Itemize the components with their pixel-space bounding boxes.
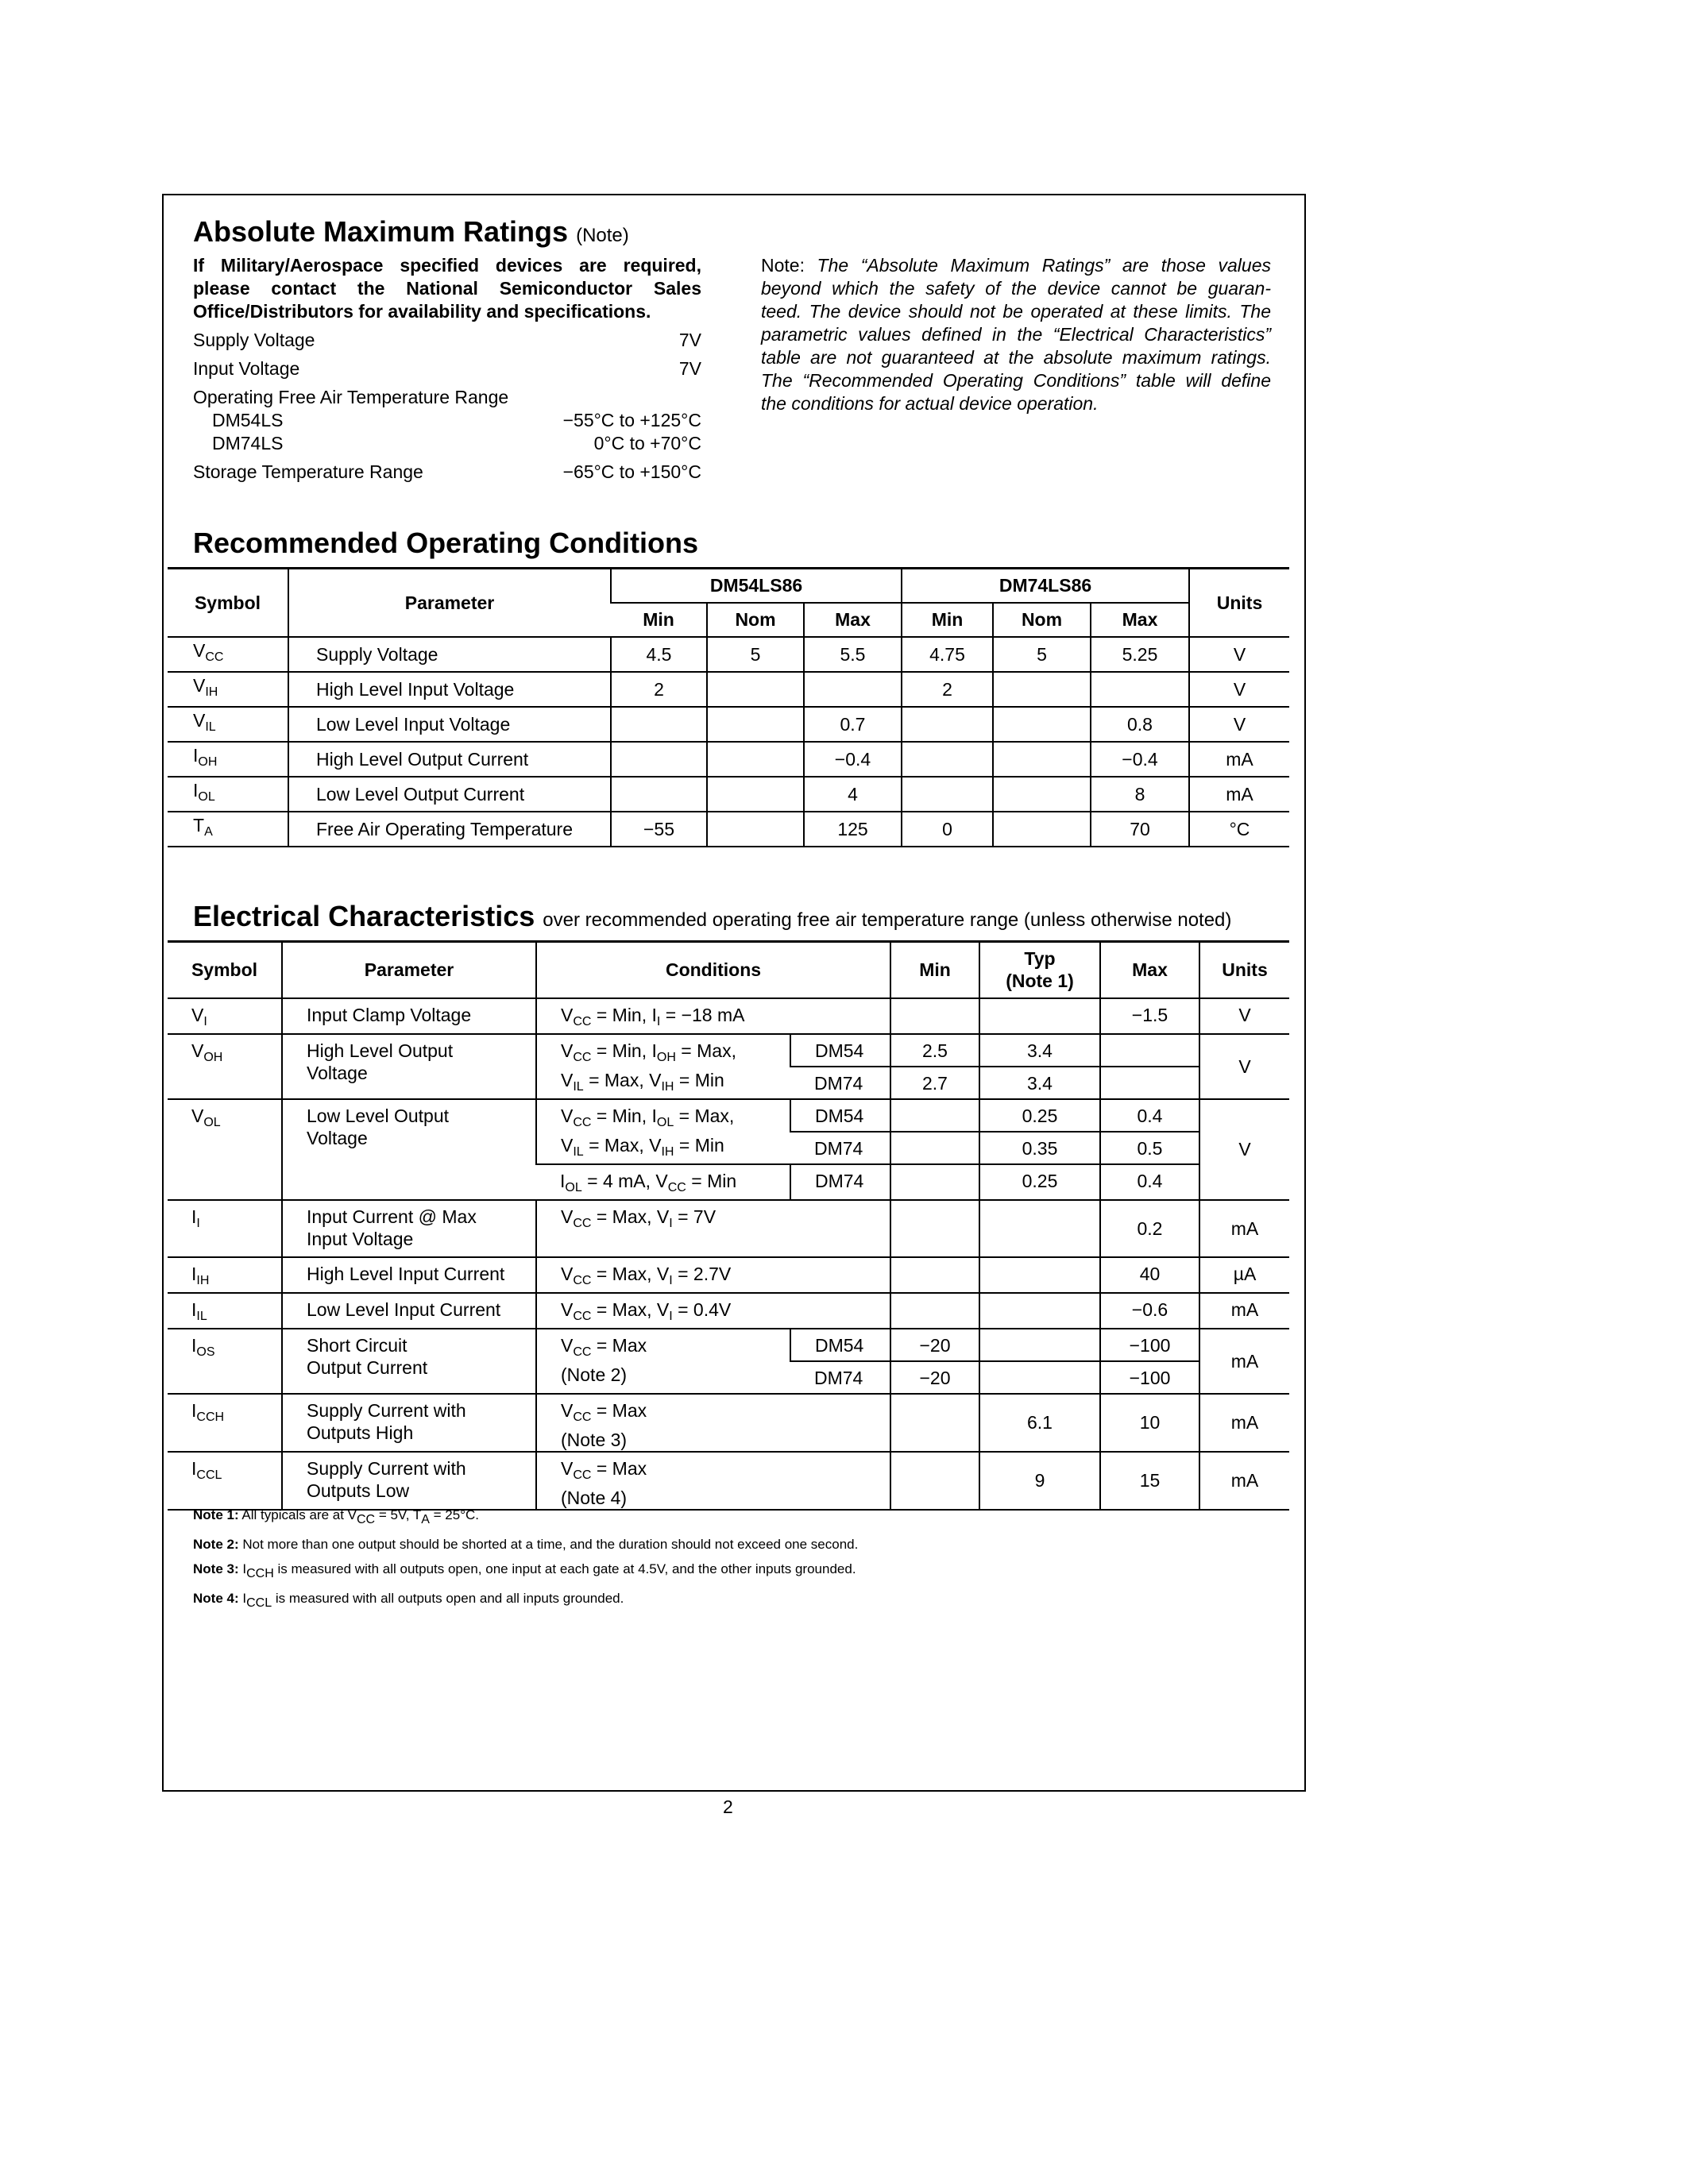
roc-header-min: Min	[902, 603, 993, 637]
ec-title-text: Electrical Characteristics	[193, 900, 535, 932]
ec-min	[890, 1200, 979, 1257]
rating-row	[193, 329, 701, 351]
note-line: The “Absolute Maximum Ratings” are those values	[817, 255, 1271, 276]
roc-value	[804, 672, 902, 707]
ec-header-parameter: Parameter	[282, 942, 536, 998]
ec-symbol: $I_{IL}$	[168, 1293, 282, 1329]
roc-value	[902, 742, 993, 777]
footnote: Note 1: All typicals are at $V_{CC} = 5V$, $T_A = 25^\circ C$.	[193, 1507, 479, 1526]
ec-symbol: $I_{CCH}$	[168, 1394, 282, 1452]
roc-value	[993, 672, 1091, 707]
roc-value	[611, 742, 707, 777]
roc-value: 5.5	[804, 637, 902, 672]
roc-units: V	[1189, 707, 1289, 742]
ec-min	[890, 1132, 979, 1164]
ec-min: 2.5	[890, 1034, 979, 1067]
ec-parameter: Supply Current with Outputs High	[282, 1394, 536, 1452]
ec-row	[168, 998, 1289, 1034]
abs-max-title-text: Absolute Maximum Ratings	[193, 215, 569, 248]
roc-symbol: $V_{IL}$	[168, 707, 288, 742]
footnote: Note 4: $I_{CCL}$ is measured with all outputs open and all inputs grounded.	[193, 1591, 624, 1610]
roc-row	[168, 672, 1289, 707]
ec-header-max: Max	[1100, 942, 1199, 998]
ec-max: −100	[1100, 1329, 1199, 1361]
ec-typ: 9	[979, 1452, 1100, 1510]
roc-value	[993, 777, 1091, 812]
ec-max: 0.5	[1100, 1132, 1199, 1164]
ec-max: −0.6	[1100, 1293, 1199, 1329]
ec-device: DM74	[790, 1361, 890, 1394]
roc-value: 125	[804, 812, 902, 847]
roc-table	[168, 567, 1289, 847]
ec-symbol: $V_{OH}$	[168, 1034, 282, 1099]
contact-line: please contact the National Semiconductor Sales	[193, 278, 701, 299]
ec-device: DM74	[790, 1132, 890, 1164]
roc-value: 2	[902, 672, 993, 707]
roc-value: 5.25	[1091, 637, 1189, 672]
ec-condition: $V_{CC}$ = Max, $V_I = 7V$	[536, 1200, 890, 1257]
roc-value	[707, 707, 804, 742]
footnote: Note 2: Not more than one output should be shorted at a time, and the duration should not exceed one second.	[193, 1537, 859, 1552]
roc-value: 5	[993, 637, 1091, 672]
roc-units: V	[1189, 637, 1289, 672]
ec-symbol: $I_{IH}$	[168, 1257, 282, 1293]
ec-condition: $V_{CC}$ = Min, $I_I = -18$ mA	[536, 998, 890, 1034]
ec-row	[168, 1293, 1289, 1329]
ec-condition: $V_{CC}$ = Max, $V_I = 0.4V$	[536, 1293, 890, 1329]
ec-symbol: $V_I$	[168, 998, 282, 1034]
ec-max: 10	[1100, 1394, 1199, 1452]
ec-min: −20	[890, 1361, 979, 1394]
roc-symbol: $V_{IH}$	[168, 672, 288, 707]
ec-row	[168, 1394, 1289, 1452]
ec-row	[168, 1034, 1289, 1067]
ec-condition: $V_{CC}$ = Min, $I_{OL}$ = Max, $V_{IL}$ = Max, $V_{IH}$ = Min	[536, 1099, 790, 1164]
note-prefix: Note:	[761, 255, 805, 276]
roc-parameter: Supply Voltage	[288, 637, 611, 672]
ec-device: DM54	[790, 1099, 890, 1132]
ec-max: 40	[1100, 1257, 1199, 1293]
ec-max: 0.4	[1100, 1099, 1199, 1132]
ec-min	[890, 1293, 979, 1329]
ec-max: 0.4	[1100, 1164, 1199, 1200]
roc-header-symbol: Symbol	[168, 569, 288, 637]
ec-min	[890, 1099, 979, 1132]
roc-row	[168, 742, 1289, 777]
note-line: the conditions for actual device operation.	[761, 393, 1099, 414]
roc-header-dm74: DM74LS86	[902, 569, 1189, 603]
roc-value	[902, 777, 993, 812]
roc-row	[168, 707, 1289, 742]
ec-parameter: High Level Input Current	[282, 1257, 536, 1293]
rating-label: DM74LS	[212, 433, 284, 453]
roc-value: 4.75	[902, 637, 993, 672]
ec-condition: $V_{CC}$ = Min, $I_{OH}$ = Max, $V_{IL}$ = Max, $V_{IH}$ = Min	[536, 1034, 790, 1099]
roc-value	[707, 742, 804, 777]
roc-units: V	[1189, 672, 1289, 707]
footnotes	[193, 1503, 1289, 1615]
ec-parameter: Low Level Output Voltage	[282, 1099, 536, 1200]
page-number: 2	[723, 1796, 733, 1817]
roc-value: −55	[611, 812, 707, 847]
ec-device: DM74	[790, 1164, 890, 1200]
ec-header-conditions: Conditions	[536, 942, 890, 998]
ec-units: V	[1199, 1034, 1289, 1099]
ec-min: 2.7	[890, 1067, 979, 1099]
ec-symbol: $I_I$	[168, 1200, 282, 1257]
rating-label: DM54LS	[212, 410, 284, 430]
roc-row	[168, 637, 1289, 672]
rating-label: Supply Voltage	[193, 330, 315, 350]
abs-max-note	[761, 254, 1271, 415]
footnote: Note 3: $I_{CCH}$ is measured with all outputs open, one input at each gate at 4.5V, and the other inputs grounded.	[193, 1561, 856, 1580]
ec-min	[890, 1452, 979, 1510]
roc-value: 0.7	[804, 707, 902, 742]
roc-value	[611, 777, 707, 812]
ec-condition: $V_{CC}$ = Max (Note 4)	[536, 1452, 890, 1510]
rating-value: −55°C to +125°C	[562, 410, 701, 430]
roc-symbol: $I_{OL}$	[168, 777, 288, 812]
roc-value: 4.5	[611, 637, 707, 672]
ec-condition: $V_{CC}$ = Max (Note 3)	[536, 1394, 890, 1452]
ec-parameter: Input Clamp Voltage	[282, 998, 536, 1034]
note-line: The “Recommended Operating Conditions” table will define	[761, 370, 1271, 391]
ec-subtitle: over recommended operating free air temperature range (unless otherwise noted)	[543, 909, 1232, 931]
ec-units: mA	[1199, 1200, 1289, 1257]
ec-row	[168, 1257, 1289, 1293]
rating-value: −65°C to +150°C	[562, 461, 701, 482]
rating-label: Operating Free Air Temperature Range	[193, 387, 509, 407]
contact-line: Office/Distributors for availability and specifications.	[193, 301, 651, 322]
note-line: beyond which the safety of the device cannot be guaran-	[761, 278, 1271, 299]
ec-typ: 0.25	[979, 1099, 1100, 1132]
rating-value: 7V	[678, 358, 701, 379]
ec-symbol: $I_{OS}$	[168, 1329, 282, 1394]
ec-device: DM54	[790, 1034, 890, 1067]
ec-units: mA	[1199, 1293, 1289, 1329]
roc-value	[611, 707, 707, 742]
ec-header-symbol: Symbol	[168, 942, 282, 998]
ec-parameter: Low Level Input Current	[282, 1293, 536, 1329]
roc-header-dm54: DM54LS86	[611, 569, 902, 603]
abs-max-title-note: (Note)	[576, 225, 629, 246]
ec-header-typ: Typ (Note 1)	[979, 942, 1100, 998]
ec-max	[1100, 1034, 1199, 1067]
ec-typ: 3.4	[979, 1034, 1100, 1067]
rating-row	[193, 409, 701, 431]
ec-row	[168, 1452, 1289, 1510]
roc-value: 4	[804, 777, 902, 812]
roc-value: −0.4	[1091, 742, 1189, 777]
contact-line: If Military/Aerospace specified devices are required,	[193, 255, 701, 276]
roc-row	[168, 812, 1289, 847]
ec-parameter: Input Current @ Max Input Voltage	[282, 1200, 536, 1257]
ec-max	[1100, 1067, 1199, 1099]
rating-value: 0°C to +70°C	[593, 433, 701, 453]
roc-header-nom: Nom	[993, 603, 1091, 637]
rating-label: Input Voltage	[193, 358, 300, 379]
rating-row	[193, 461, 701, 483]
roc-value	[1091, 672, 1189, 707]
roc-value: −0.4	[804, 742, 902, 777]
ec-max: 15	[1100, 1452, 1199, 1510]
ec-parameter: Supply Current with Outputs Low	[282, 1452, 536, 1510]
roc-parameter: High Level Input Voltage	[288, 672, 611, 707]
roc-value	[707, 777, 804, 812]
ec-typ	[979, 1200, 1100, 1257]
ec-typ	[979, 1361, 1100, 1394]
roc-header-nom: Nom	[707, 603, 804, 637]
ec-min	[890, 1394, 979, 1452]
roc-value: 0	[902, 812, 993, 847]
roc-header-units: Units	[1189, 569, 1289, 637]
rating-row	[193, 357, 701, 380]
roc-row	[168, 777, 1289, 812]
ec-units: mA	[1199, 1394, 1289, 1452]
roc-symbol: $I_{OH}$	[168, 742, 288, 777]
roc-header-min: Min	[611, 603, 707, 637]
rating-row	[193, 432, 701, 454]
note-line: parametric values defined in the “Electrical Characteristics”	[761, 324, 1271, 345]
roc-units: °C	[1189, 812, 1289, 847]
roc-value: 70	[1091, 812, 1189, 847]
ec-max: −100	[1100, 1361, 1199, 1394]
ec-symbol: $I_{CCL}$	[168, 1452, 282, 1510]
ec-typ	[979, 1293, 1100, 1329]
roc-value: 2	[611, 672, 707, 707]
roc-value	[993, 742, 1091, 777]
ec-header-min: Min	[890, 942, 979, 998]
roc-value	[993, 812, 1091, 847]
roc-value	[902, 707, 993, 742]
ec-units: mA	[1199, 1329, 1289, 1394]
ec-units: µA	[1199, 1257, 1289, 1293]
roc-parameter: High Level Output Current	[288, 742, 611, 777]
abs-max-title	[193, 216, 629, 252]
roc-value	[707, 812, 804, 847]
ec-units: mA	[1199, 1452, 1289, 1510]
ec-min	[890, 1164, 979, 1200]
military-contact-note	[193, 254, 701, 323]
ec-parameter: Short Circuit Output Current	[282, 1329, 536, 1394]
ec-max: −1.5	[1100, 998, 1199, 1034]
ec-typ: 0.35	[979, 1132, 1100, 1164]
ec-row	[168, 1329, 1289, 1361]
roc-header-parameter: Parameter	[288, 569, 611, 637]
ec-header-units: Units	[1199, 942, 1289, 998]
roc-parameter: Free Air Operating Temperature	[288, 812, 611, 847]
ec-typ	[979, 998, 1100, 1034]
roc-value: 5	[707, 637, 804, 672]
roc-units: mA	[1189, 742, 1289, 777]
roc-title: Recommended Operating Conditions	[193, 527, 699, 559]
ec-condition: $V_{CC}$ = Max (Note 2)	[536, 1329, 790, 1394]
roc-symbol: $V_{CC}$	[168, 637, 288, 672]
roc-value	[707, 672, 804, 707]
rating-row	[193, 386, 701, 408]
rating-label: Storage Temperature Range	[193, 461, 423, 482]
ec-typ	[979, 1257, 1100, 1293]
ec-typ	[979, 1329, 1100, 1361]
note-line: teed. The device should not be operated at these limits. The	[761, 301, 1271, 322]
ec-typ: 0.25	[979, 1164, 1100, 1200]
ec-typ: 3.4	[979, 1067, 1100, 1099]
ec-device: DM74	[790, 1067, 890, 1099]
ec-min	[890, 1257, 979, 1293]
roc-symbol: $T_A$	[168, 812, 288, 847]
roc-header-max: Max	[1091, 603, 1189, 637]
ec-row	[168, 1099, 1289, 1132]
roc-value: 0.8	[1091, 707, 1189, 742]
ec-max: 0.2	[1100, 1200, 1199, 1257]
ec-symbol: $V_{OL}$	[168, 1099, 282, 1200]
ec-condition: $V_{CC}$ = Max, $V_I = 2.7V$	[536, 1257, 890, 1293]
ec-table	[168, 940, 1289, 1511]
ec-units: V	[1199, 998, 1289, 1034]
ec-parameter: High Level Output Voltage	[282, 1034, 536, 1099]
roc-parameter: Low Level Input Voltage	[288, 707, 611, 742]
note-line: table are not guaranteed at the absolute maximum ratings.	[761, 347, 1271, 368]
ec-typ: 6.1	[979, 1394, 1100, 1452]
ec-device: DM54	[790, 1329, 890, 1361]
roc-header-max: Max	[804, 603, 902, 637]
roc-units: mA	[1189, 777, 1289, 812]
ec-condition: $I_{OL} = 4$ mA, $V_{CC}$ = Min	[536, 1164, 790, 1200]
ec-min	[890, 998, 979, 1034]
roc-value: 8	[1091, 777, 1189, 812]
roc-parameter: Low Level Output Current	[288, 777, 611, 812]
ec-row	[168, 1200, 1289, 1257]
ec-min: −20	[890, 1329, 979, 1361]
roc-value	[993, 707, 1091, 742]
rating-value: 7V	[678, 330, 701, 350]
ec-units: V	[1199, 1099, 1289, 1200]
ec-title	[193, 901, 1231, 936]
